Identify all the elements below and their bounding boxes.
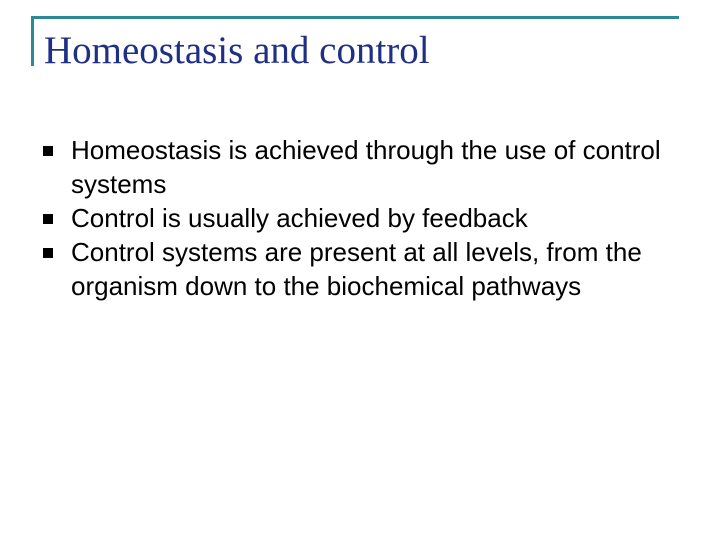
bullet-item	[43, 201, 693, 235]
bullet-text: Control systems are present at all levels, from the organism down to the biochemical pathways	[71, 237, 642, 301]
square-bullet-icon	[43, 214, 53, 224]
slide-title: Homeostasis and control	[44, 29, 430, 72]
title-accent-rule-left	[31, 16, 34, 66]
bullet-item	[43, 235, 693, 303]
bullet-text: Homeostasis is achieved through the use of control systems	[71, 135, 661, 199]
bullet-list	[43, 133, 693, 303]
square-bullet-icon	[43, 146, 53, 156]
bullet-item	[43, 133, 693, 201]
square-bullet-icon	[43, 248, 53, 258]
title-accent-rule-top	[31, 16, 679, 19]
bullet-text: Control is usually achieved by feedback	[71, 203, 528, 233]
